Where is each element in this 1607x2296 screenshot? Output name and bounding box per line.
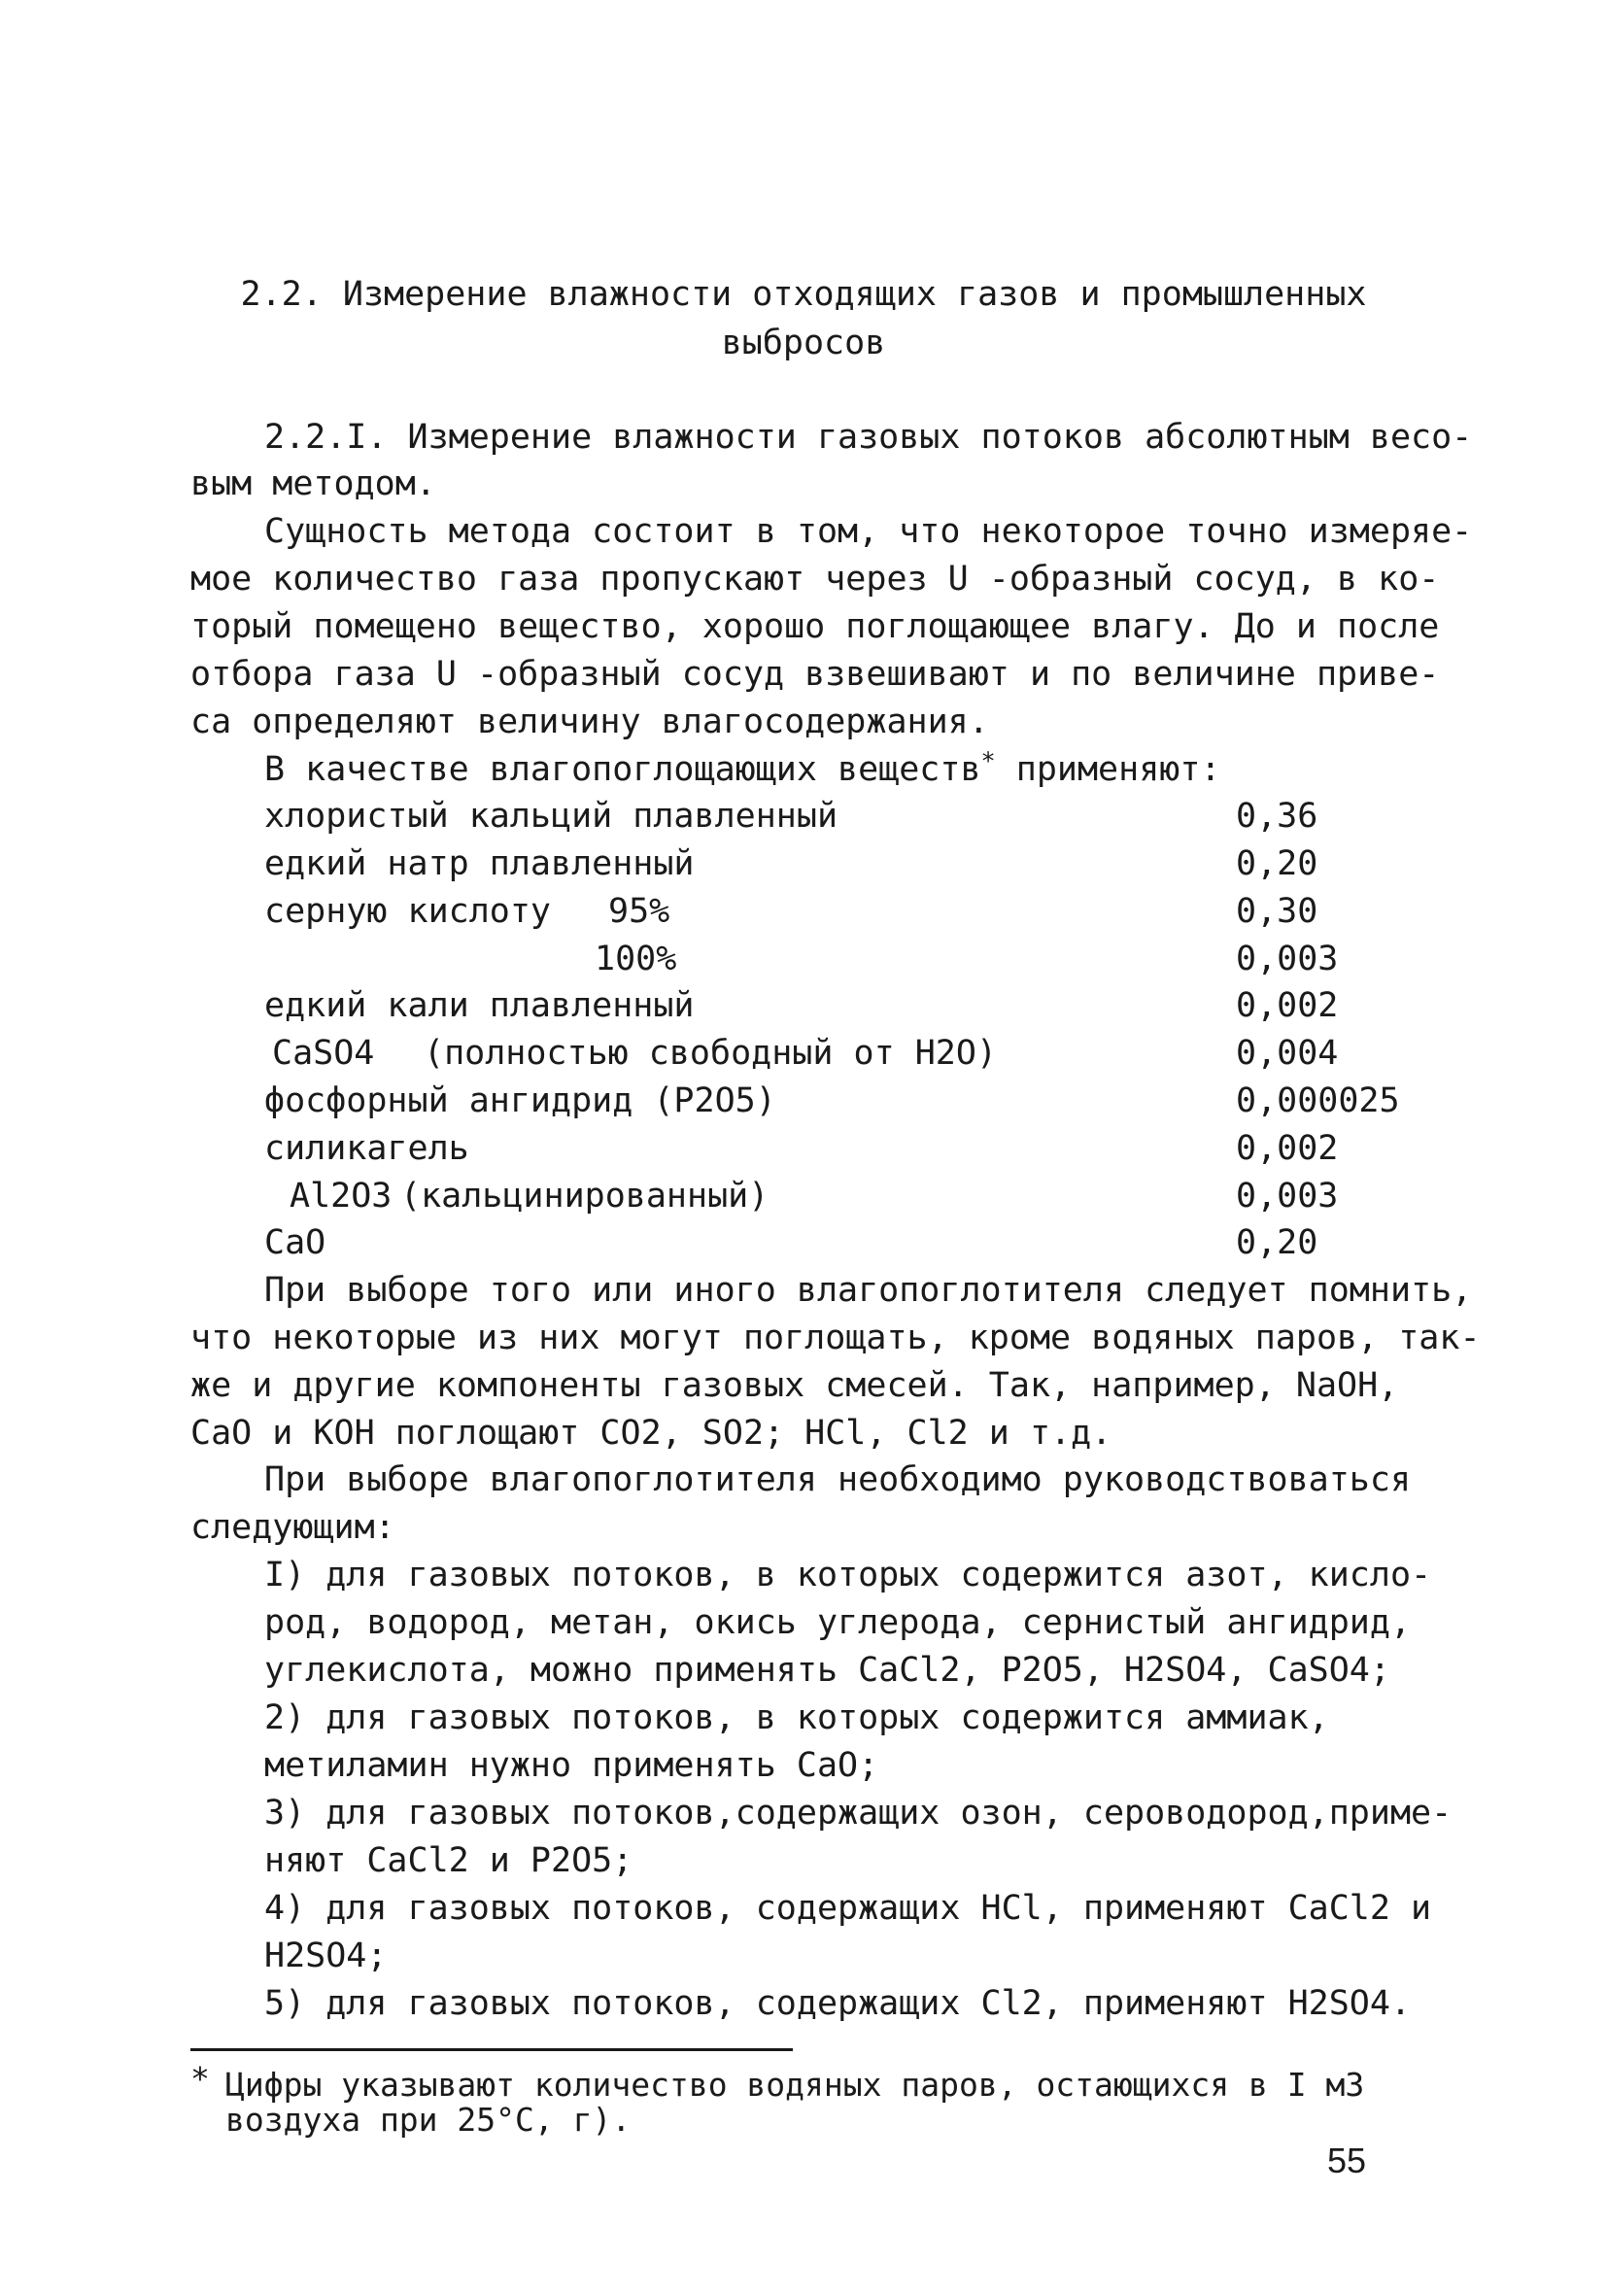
rule-4-line-2: H2SO4; <box>264 1936 388 1975</box>
absorbent-concentration: 100% <box>595 940 677 978</box>
footnote-marker: * <box>980 746 996 775</box>
absorbent-value: 0,30 <box>1236 892 1318 931</box>
rule-4-line-1: 4) для газовых потоков, содержащих HCl, применяют CaCl2 и <box>264 1889 1432 1928</box>
page-number: 55 <box>1327 2141 1367 2180</box>
section-title-line-1: 2.2. Измерение влажности отходящих газов и промышленных <box>240 275 1367 314</box>
absorbent-value: 0,20 <box>1236 1223 1318 1262</box>
absorbent-name: силикагель <box>264 1129 469 1168</box>
rule-2-line-1: 2) для газовых потоков, в которых содержится аммиак, <box>264 1698 1329 1737</box>
absorbent-name: едкий натр плавленный <box>264 844 695 883</box>
absorbent-name: CaO <box>264 1223 326 1262</box>
subsection-heading-line-2: вым методом. <box>190 464 436 503</box>
footnote-mark: * <box>190 2060 210 2098</box>
guide-line-1: При выборе влагопоглотителя необходимо руководствоваться <box>264 1460 1412 1499</box>
absorbent-concentration: 95% <box>608 892 670 931</box>
absorbent-name: (полностью свободный от H2O) <box>424 1034 998 1073</box>
rule-1-line-1: I) для газовых потоков, в которых содержится азот, кисло- <box>264 1556 1432 1594</box>
choice-line-1: При выборе того или иного влагопоглотителя следует помнить, <box>264 1271 1473 1310</box>
absorbent-name: серную кислоту <box>264 892 552 931</box>
choice-line-3: же и другие компоненты газовых смесей. Так, например, NaOH, <box>190 1366 1399 1405</box>
rule-1-line-3: углекислота, можно применять CaCl2, P2O5, H2SO4, CaSO4; <box>264 1651 1390 1690</box>
absorbent-value: 0,36 <box>1236 797 1318 836</box>
absorbent-formula-al2o3: Al2O3 <box>290 1177 393 1216</box>
absorbent-value: 0,004 <box>1236 1034 1339 1073</box>
rule-2-line-2: метиламин нужно применять CaO; <box>264 1746 879 1785</box>
absorbent-formula-caso4: CaSO4 <box>272 1034 375 1073</box>
rule-3-line-2: няют CaCl2 и P2O5; <box>264 1841 633 1880</box>
method-line-5: са определяют величину влагосодержания. <box>190 703 989 741</box>
absorbent-value: 0,002 <box>1236 1129 1339 1168</box>
guide-line-2: следующим: <box>190 1508 395 1547</box>
choice-line-2: что некоторые из них могут поглощать, кроме водяных паров, так- <box>190 1319 1481 1357</box>
subsection-heading-line-1: 2.2.I. Измерение влажности газовых потоков абсолютным весо- <box>264 418 1473 457</box>
absorbent-name: фосфорный ангидрид (P2O5) <box>264 1081 776 1120</box>
method-line-1: Сущность метода состоит в том, что некоторое точно измеряе- <box>264 512 1473 551</box>
footnote-divider <box>190 2048 793 2051</box>
absorbent-value: 0,000025 <box>1236 1081 1400 1120</box>
absorbent-value: 0,002 <box>1236 986 1339 1025</box>
footnote-line-2: воздуха при 25°C, г). <box>225 2101 632 2139</box>
rule-5-line-1: 5) для газовых потоков, содержащих Cl2, применяют H2SO4. <box>264 1984 1412 2023</box>
method-line-2: мое количество газа пропускают через U -образный сосуд, в ко- <box>190 560 1440 599</box>
rule-3-line-1: 3) для газовых потоков,содержащих озон, сероводород,приме- <box>264 1794 1453 1833</box>
footnote-line-1: Цифры указывают количество водяных паров, остающихся в I м3 <box>225 2066 1365 2104</box>
absorbent-name: хлористый кальций плавленный <box>264 797 838 836</box>
method-line-4: отбора газа U -образный сосуд взвешивают и по величине приве- <box>190 655 1440 694</box>
absorbent-name: (кальцинированный) <box>400 1177 769 1216</box>
absorbent-intro: В качестве влагопоглощающих веществ* применяют: <box>264 746 1221 789</box>
rule-1-line-2: род, водород, метан, окись углерода, сернистый ангидрид, <box>264 1603 1412 1642</box>
absorbent-value: 0,20 <box>1236 844 1318 883</box>
method-line-3: торый помещено вещество, хорошо поглощающее влагу. До и после <box>190 607 1440 646</box>
absorbent-value: 0,003 <box>1236 1177 1339 1216</box>
choice-line-4: CaO и KOH поглощают CO2, SO2; HCl, Cl2 и т.д. <box>190 1414 1112 1453</box>
absorbent-name: едкий кали плавленный <box>264 986 695 1025</box>
section-title-line-2: выбросов <box>721 324 886 362</box>
absorbent-value: 0,003 <box>1236 940 1339 978</box>
